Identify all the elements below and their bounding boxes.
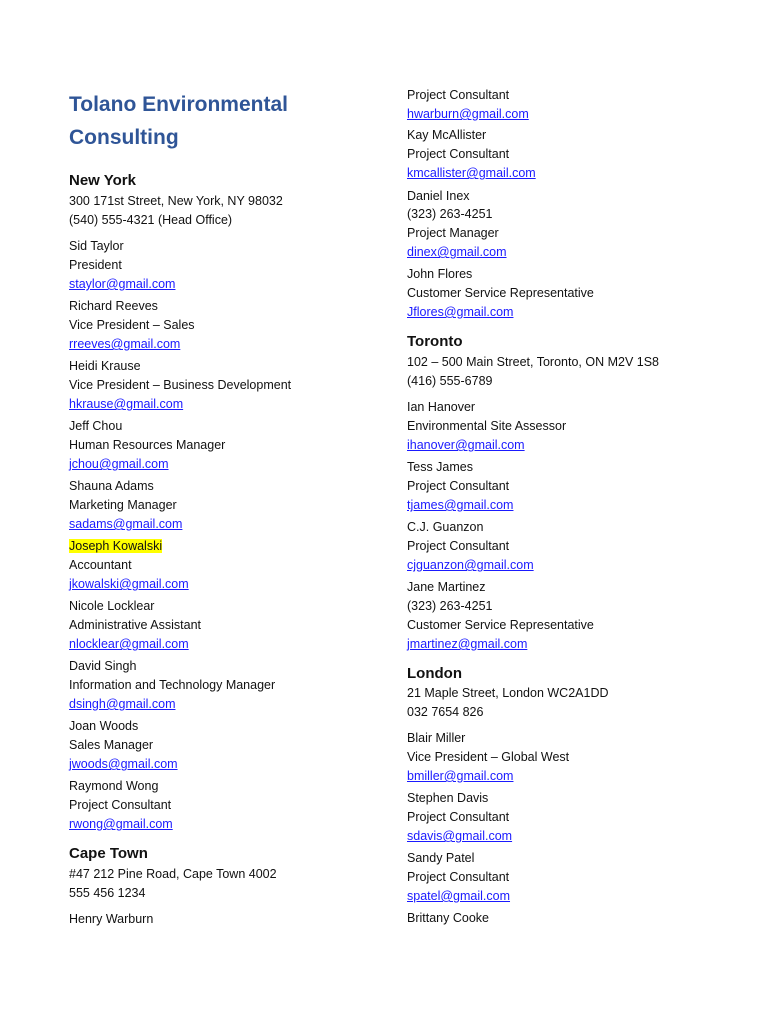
contact-email-link[interactable]: Jflores@gmail.com bbox=[407, 305, 514, 319]
contact-name: Raymond Wong bbox=[69, 779, 159, 793]
office-address: 21 Maple Street, London WC2A1DD bbox=[407, 686, 609, 700]
office-address: 300 171st Street, New York, NY 98032 bbox=[69, 194, 283, 208]
region-heading-london: London bbox=[407, 665, 462, 682]
contact-email-link[interactable]: tjames@gmail.com bbox=[407, 498, 514, 512]
highlighted-text: Joseph Kowalski bbox=[69, 539, 163, 553]
contact-email-link[interactable]: sdavis@gmail.com bbox=[407, 829, 513, 843]
contact-email-link[interactable]: dinex@gmail.com bbox=[407, 245, 507, 259]
office-address: 102 – 500 Main Street, Toronto, ON M2V 1S8 bbox=[407, 355, 659, 369]
contact-name: Brittany Cooke bbox=[407, 911, 489, 925]
contact-name: C.J. Guanzon bbox=[407, 520, 484, 534]
contact-role: President bbox=[69, 258, 122, 272]
contact-email-link[interactable]: bmiller@gmail.com bbox=[407, 769, 514, 783]
contact-role: Vice President – Business Development bbox=[69, 378, 292, 392]
contact-role: Marketing Manager bbox=[69, 498, 177, 512]
contact-name: Nicole Locklear bbox=[69, 599, 155, 613]
contact-role: Sales Manager bbox=[69, 738, 154, 752]
contact-role: Project Consultant bbox=[407, 870, 510, 884]
contact-role: Project Consultant bbox=[407, 539, 510, 553]
contact-email-link[interactable]: cjguanzon@gmail.com bbox=[407, 558, 534, 572]
office-phone: (416) 555-6789 bbox=[407, 374, 493, 388]
contact-email-link[interactable]: hwarburn@gmail.com bbox=[407, 107, 529, 121]
contact-role: Project Manager bbox=[407, 226, 499, 240]
contact-name: Stephen Davis bbox=[407, 791, 489, 805]
region-heading-cape-town: Cape Town bbox=[69, 845, 148, 862]
contact-name: Jane Martinez bbox=[407, 580, 486, 594]
contact-name-highlighted bbox=[69, 539, 162, 554]
contact-role: Project Consultant bbox=[407, 479, 510, 493]
contact-email-link[interactable]: sadams@gmail.com bbox=[69, 517, 183, 531]
contact-role: Vice President – Sales bbox=[69, 318, 195, 332]
contact-role: Project Consultant bbox=[407, 88, 510, 102]
document-title bbox=[69, 88, 369, 154]
contact-email-link[interactable]: dsingh@gmail.com bbox=[69, 697, 176, 711]
office-phone: (540) 555-4321 (Head Office) bbox=[69, 213, 233, 227]
contact-email-link[interactable]: staylor@gmail.com bbox=[69, 277, 176, 291]
contact-role: Environmental Site Assessor bbox=[407, 419, 567, 433]
contact-email-link[interactable]: nlocklear@gmail.com bbox=[69, 637, 189, 651]
contact-name: Ian Hanover bbox=[407, 400, 476, 414]
contact-name: David Singh bbox=[69, 659, 137, 673]
contact-email-link[interactable]: jwoods@gmail.com bbox=[69, 757, 178, 771]
contact-role: Administrative Assistant bbox=[69, 618, 201, 632]
contact-role: Project Consultant bbox=[69, 798, 172, 812]
contact-role: Customer Service Representative bbox=[407, 286, 594, 300]
contact-email-link[interactable]: rreeves@gmail.com bbox=[69, 337, 181, 351]
contact-email-link[interactable]: jmartinez@gmail.com bbox=[407, 637, 528, 651]
contact-email-link[interactable]: jkowalski@gmail.com bbox=[69, 577, 189, 591]
contact-name: Daniel Inex bbox=[407, 189, 470, 203]
contact-name: Blair Miller bbox=[407, 731, 466, 745]
contact-name: Richard Reeves bbox=[69, 299, 158, 313]
contact-name: Heidi Krause bbox=[69, 359, 141, 373]
contact-email-link[interactable]: ihanover@gmail.com bbox=[407, 438, 525, 452]
office-phone: 032 7654 826 bbox=[407, 705, 484, 719]
contact-email-link[interactable]: spatel@gmail.com bbox=[407, 889, 511, 903]
contact-name: Joan Woods bbox=[69, 719, 139, 733]
title-line-2: Consulting bbox=[69, 126, 179, 149]
contact-name: Henry Warburn bbox=[69, 912, 154, 926]
region-heading-toronto: Toronto bbox=[407, 333, 463, 350]
contact-name: Kay McAllister bbox=[407, 128, 487, 142]
contact-name: Sid Taylor bbox=[69, 239, 124, 253]
contact-email-link[interactable]: kmcallister@gmail.com bbox=[407, 166, 536, 180]
contact-role: Accountant bbox=[69, 558, 132, 572]
contact-name: Sandy Patel bbox=[407, 851, 475, 865]
contact-phone: (323) 263-4251 bbox=[407, 599, 493, 613]
contact-email-link[interactable]: rwong@gmail.com bbox=[69, 817, 173, 831]
contact-name: Shauna Adams bbox=[69, 479, 154, 493]
office-phone: 555 456 1234 bbox=[69, 886, 146, 900]
contact-email-link[interactable]: hkrause@gmail.com bbox=[69, 397, 184, 411]
contact-name: Tess James bbox=[407, 460, 473, 474]
region-heading-new-york: New York bbox=[69, 172, 136, 189]
contact-role: Vice President – Global West bbox=[407, 750, 570, 764]
contact-name: John Flores bbox=[407, 267, 473, 281]
office-address: #47 212 Pine Road, Cape Town 4002 bbox=[69, 867, 277, 881]
contact-role: Customer Service Representative bbox=[407, 618, 594, 632]
contact-role: Project Consultant bbox=[407, 147, 510, 161]
contact-role: Information and Technology Manager bbox=[69, 678, 276, 692]
contact-role: Project Consultant bbox=[407, 810, 510, 824]
contact-phone: (323) 263-4251 bbox=[407, 207, 493, 221]
contact-name: Jeff Chou bbox=[69, 419, 123, 433]
contact-email-link[interactable]: jchou@gmail.com bbox=[69, 457, 169, 471]
contact-role: Human Resources Manager bbox=[69, 438, 226, 452]
title-line-1: Tolano Environmental bbox=[69, 93, 288, 116]
